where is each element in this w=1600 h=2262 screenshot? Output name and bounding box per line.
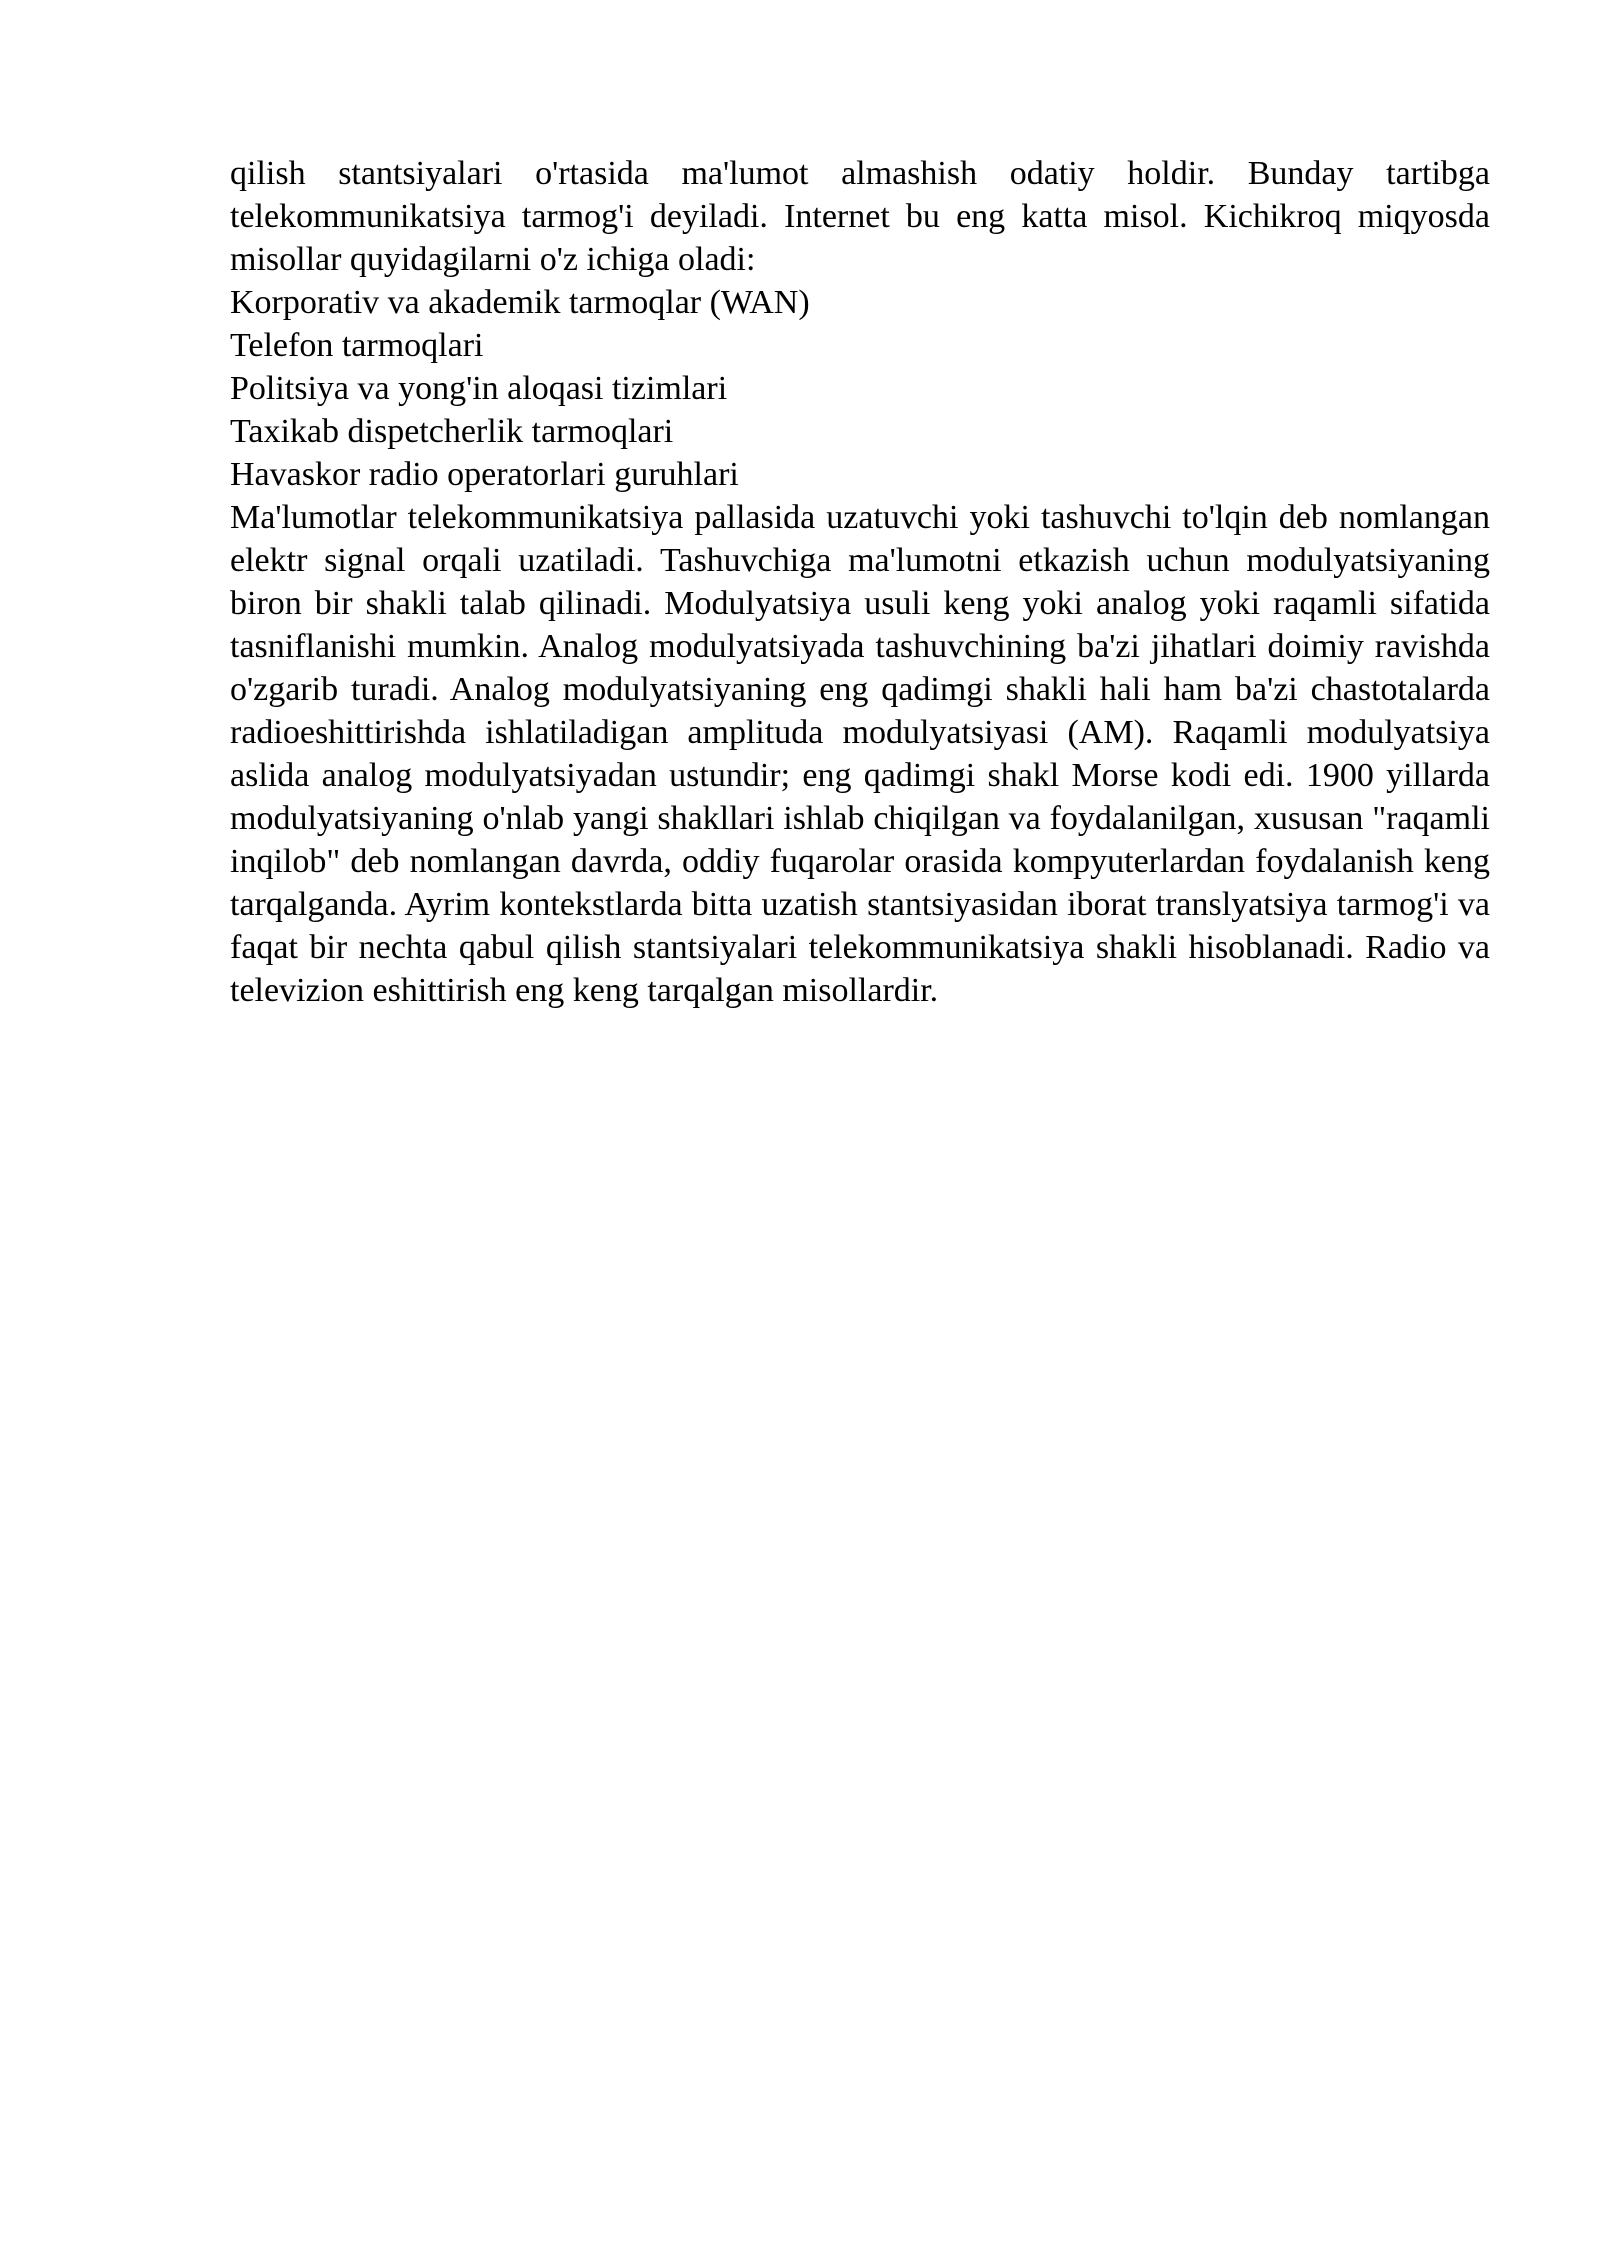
list-item: Havaskor radio operatorlari guruhlari	[230, 456, 739, 493]
intro-paragraph: qilish stantsiyalari o'rtasida ma'lumot almashish odatiy holdir. Bunday tartibga telekommunikatsiya tarmog'i deyiladi. Internet bu eng katta misol. Kichikroq miqyosda misollar quyidagilarni o'z ichiga oladi:	[230, 155, 1490, 278]
list-item: Politsiya va yong'in aloqasi tizimlari	[230, 370, 728, 407]
list-item: Telefon tarmoqlari	[230, 327, 484, 364]
examples-list	[230, 281, 1490, 496]
list-item: Korporativ va akademik tarmoqlar (WAN)	[230, 284, 810, 321]
main-paragraph: Ma'lumotlar telekommunikatsiya pallasida uzatuvchi yoki tashuvchi to'lqin deb nomlangan elektr signal orqali uzatiladi. Tashuvchiga ma'lumotni etkazish uchun modulyatsiyaning biron bir shakli talab qilinadi. Modulyatsiya usuli keng yoki analog yoki raqamli sifatida tasniflanishi mumkin. Analog modulyatsiyada tashuvchining ba'zi jihatlari doimiy ravishda o'zgarib turadi. Analog modulyatsiyaning eng qadimgi shakli hali ham ba'zi chastotalarda radioeshittirishda ishlatiladigan amplituda modulyatsiyasi (AM). Raqamli modulyatsiya aslida analog modulyatsiyadan ustundir; eng qadimgi shakl Morse kodi edi. 1900 yillarda modulyatsiyaning o'nlab yangi shakllari ishlab chiqilgan va foydalanilgan, xususan "raqamli inqilob" deb nomlangan davrda, oddiy fuqarolar orasida kompyuterlardan foydalanish keng tarqalganda. Ayrim kontekstlarda bitta uzatish stantsiyasidan iborat translyatsiya tarmog'i va faqat bir nechta qabul qilish stantsiyalari telekommunikatsiya shakli hisoblanadi. Radio va televizion eshittirish eng keng tarqalgan misollardir.	[230, 499, 1490, 1009]
document-body	[230, 152, 1490, 1012]
list-item: Taxikab dispetcherlik tarmoqlari	[230, 413, 674, 450]
